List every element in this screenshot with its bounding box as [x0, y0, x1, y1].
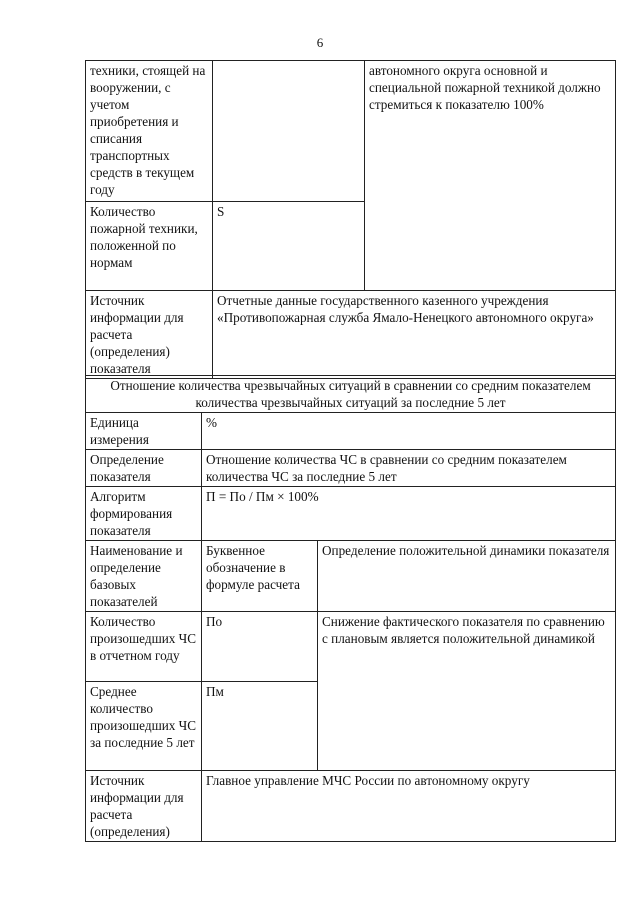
- unit-label: Единица измерения: [86, 413, 202, 450]
- unit-value: %: [202, 413, 616, 450]
- base-header-row: [86, 541, 616, 612]
- row-definition: автономного округа основной и специальной пожарной техникой должно стремиться к показателю 100%: [365, 61, 616, 291]
- base-row-symbol: По: [202, 612, 318, 682]
- dynamics-text: Снижение фактического показателя по сравнению с плановым является положительной динамикой: [318, 612, 616, 771]
- table-row: [86, 771, 616, 842]
- algorithm-label: Алгоритм формирования показателя: [86, 487, 202, 541]
- base-row-label: Количество произошедших ЧС в отчетном году: [86, 612, 202, 682]
- base-header-dynamics: Определение положительной динамики показателя: [318, 541, 616, 612]
- source-value: Отчетные данные государственного казенного учреждения «Противопожарная служба Ямало-Ненецкого автономного округа»: [213, 291, 616, 379]
- table-row: [86, 612, 616, 682]
- row-symbol: [213, 61, 365, 202]
- table-row: [86, 61, 616, 202]
- section-title-row: [86, 376, 616, 413]
- indicator-table-continued: [85, 60, 616, 379]
- row-symbol: S: [213, 202, 365, 291]
- row-label: Количество пожарной техники, положенной по нормам: [86, 202, 213, 291]
- source-value: Главное управление МЧС России по автономному округу: [202, 771, 616, 842]
- definition-label: Определение показателя: [86, 450, 202, 487]
- section-title: Отношение количества чрезвычайных ситуаций в сравнении со средним показателем количества чрезвычайных ситуаций за последние 5 лет: [86, 376, 616, 413]
- table-row: [86, 291, 616, 379]
- source-label: Источник информации для расчета (определения): [86, 771, 202, 842]
- algorithm-formula: П = По / Пм × 100%: [202, 487, 616, 541]
- base-row-symbol: Пм: [202, 682, 318, 771]
- emergency-indicator-table: [85, 375, 616, 842]
- table-row: [86, 487, 616, 541]
- base-row-label: Среднее количество произошедших ЧС за последние 5 лет: [86, 682, 202, 771]
- definition-value: Отношение количества ЧС в сравнении со средним показателем количества ЧС за последние 5 лет: [202, 450, 616, 487]
- base-header-name: Наименование и определение базовых показателей: [86, 541, 202, 612]
- table-row: [86, 413, 616, 450]
- base-header-symbol: Буквенное обозначение в формуле расчета: [202, 541, 318, 612]
- page-number: 6: [316, 35, 324, 50]
- row-label: Источник информации для расчета (определения) показателя: [86, 291, 213, 379]
- table-row: [86, 450, 616, 487]
- row-label: техники, стоящей на вооружении, с учетом приобретения и списания транспортных средств в текущем году: [86, 61, 213, 202]
